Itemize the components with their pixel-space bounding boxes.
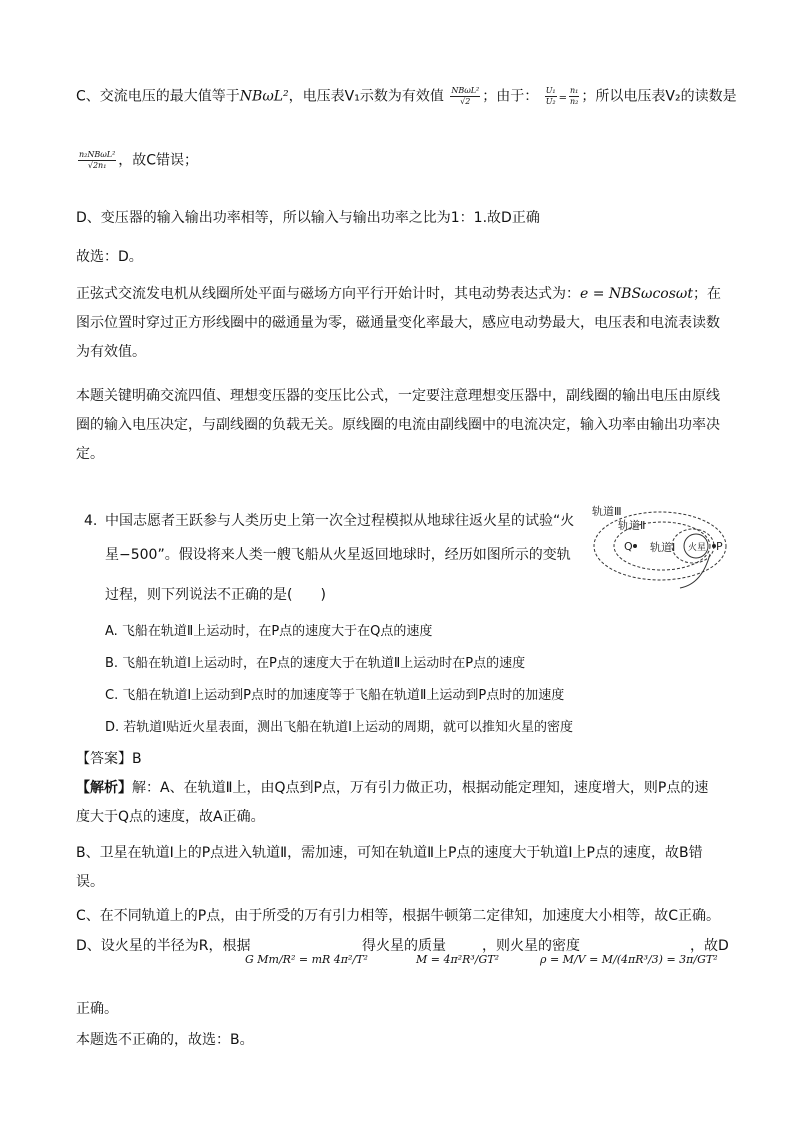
q4-option-d: D. 若轨道Ⅰ贴近火星表面，测出飞船在轨道Ⅰ上运动的周期，就可以推知火星的密度 bbox=[105, 720, 573, 735]
label-orbit-2: 轨道Ⅱ bbox=[618, 519, 646, 532]
q4-option-c: C. 飞船在轨道Ⅰ上运动到P点时的加速度等于飞船在轨道Ⅱ上运动到P点时的加速度 bbox=[105, 688, 565, 703]
q3-answer: 故选：D。 bbox=[76, 249, 143, 265]
voltage-ratio-fraction: $\frac{\text{U₁}}{\text{U₂}}$ bbox=[545, 86, 556, 106]
q4-stem-line-2: 星−500”。假设将来人类一艘飞船从火星返回地球时，经历如图所示的变轨 bbox=[105, 547, 571, 563]
due-to-text: ；由于： bbox=[482, 88, 539, 105]
q3-analysis-2: 本题关键明确交流四值、理想变压器的变压比公式，一定要注意理想变压器中，副线圈的输出电压由原线圈的输入电压决定，与副线圈的负载无关。原线圈的电流由副线圈中的电流决定，输入功率由输出功率决定。 bbox=[76, 388, 720, 462]
max-voltage-formula: NBωL² bbox=[239, 88, 289, 105]
effective-value-fraction: $\frac{\text{NBωL²}}{√2}$ bbox=[451, 86, 480, 106]
point-q bbox=[633, 544, 637, 548]
q4-analysis-b: B、卫星在轨道Ⅰ上的P点进入轨道Ⅱ，需加速，可知在轨道Ⅱ上P点的速度大于轨道Ⅰ上P点的速度，故B错误。 bbox=[76, 845, 703, 890]
reading-text: ；所以电压表V₂的读数是 bbox=[581, 88, 737, 105]
density-formula: ρ = M/V = M/(4πR³/3) = 3π/GT² bbox=[540, 953, 718, 966]
q4-stem-line-3: 过程，则下列说法不正确的是( ) bbox=[105, 587, 326, 603]
option-c-line: C、交流电压的最大值等于NBωL²，电压表V₁示数为有效值 $\frac{\text{NBωL²}}{√2}$ ；由于： $\frac{\text{U₁}}{\text{U₂}}$ = $\frac{\text{n₁}}{\text{n₂}}$ ；所以电压表V₂的读数是 bbox=[76, 86, 737, 106]
option-c-line-2 bbox=[76, 150, 198, 171]
q4-option-b: B. 飞船在轨道Ⅰ上运动时，在P点的速度大于在轨道Ⅱ上运动时在P点的速度 bbox=[105, 656, 526, 671]
label-orbit-3: 轨道Ⅲ bbox=[592, 505, 622, 518]
turns-ratio-fraction: $\frac{\text{n₁}}{\text{n₂}}$ bbox=[570, 86, 579, 106]
label-orbit-1: 轨道Ⅰ bbox=[650, 541, 676, 554]
q4-analysis-c: C、在不同轨道上的P点，由于所受的万有引力相等，根据牛顿第二定律知，加速度大小相等，故C正确。 bbox=[76, 908, 720, 924]
v2-reading-fraction: $\frac{\text{n₂NBωL²}}{\text{√2n₁}}$ bbox=[79, 150, 116, 170]
label-q: Q bbox=[624, 540, 633, 553]
option-d-line: D、变压器的输入输出功率相等，所以输入与输出功率之比为1：1.故D正确 bbox=[76, 210, 540, 226]
emf-formula: e = NBSωcosωt bbox=[580, 286, 693, 302]
v1-text: ，电压表V₁示数为有效值 bbox=[288, 88, 444, 105]
q4-analysis-a: 【解析】解：A、在轨道Ⅱ上，由Q点到P点，万有引力做正功，根据动能定理知，速度增大，则P点的速度大于Q点的速度，故A正确。 bbox=[76, 780, 709, 825]
label-mars: 火星 bbox=[688, 543, 707, 553]
q4-answer: 【答案】B bbox=[76, 751, 142, 767]
mass-text: 得火星的质量 bbox=[362, 938, 446, 954]
gravity-formula: G Mm/R² = mR 4π²/T² bbox=[245, 953, 368, 966]
q4-analysis-d: D、设火星的半径为R，根据 bbox=[76, 938, 251, 954]
q4-number: 4. bbox=[84, 513, 98, 529]
q4-analysis-d-end: 正确。 bbox=[76, 1001, 118, 1017]
density-text: ，则火星的密度 bbox=[482, 938, 580, 954]
orbit-diagram bbox=[590, 502, 723, 592]
q3-analysis-1: 正弦式交流发电机从线圈所处平面与磁场方向平行开始计时，其电动势表达式为：e = NBSωcosωt；在图示位置时穿过正方形线圈中的磁通量为零，磁通量变化率最大，感应电动势最大，电压表和电流表读数为有效值。 bbox=[76, 286, 721, 360]
q4-option-a: A. 飞船在轨道Ⅱ上运动时，在P点的速度大于在Q点的速度 bbox=[105, 624, 433, 639]
q4-stem-line-1: 中国志愿者王跃参与人类历史上第一次全过程模拟从地球往返火星的试验“火 bbox=[105, 513, 575, 529]
d-correct-tail: ，故D bbox=[690, 938, 729, 954]
mass-formula: M = 4π²R³/GT² bbox=[416, 953, 500, 966]
q4-final: 本题选不正确的，故选：B。 bbox=[76, 1032, 254, 1048]
label-p: P bbox=[716, 540, 723, 553]
option-c-prefix: C、交流电压的最大值等于 bbox=[76, 88, 240, 105]
option-c-conclusion: ，故C错误； bbox=[118, 152, 199, 169]
